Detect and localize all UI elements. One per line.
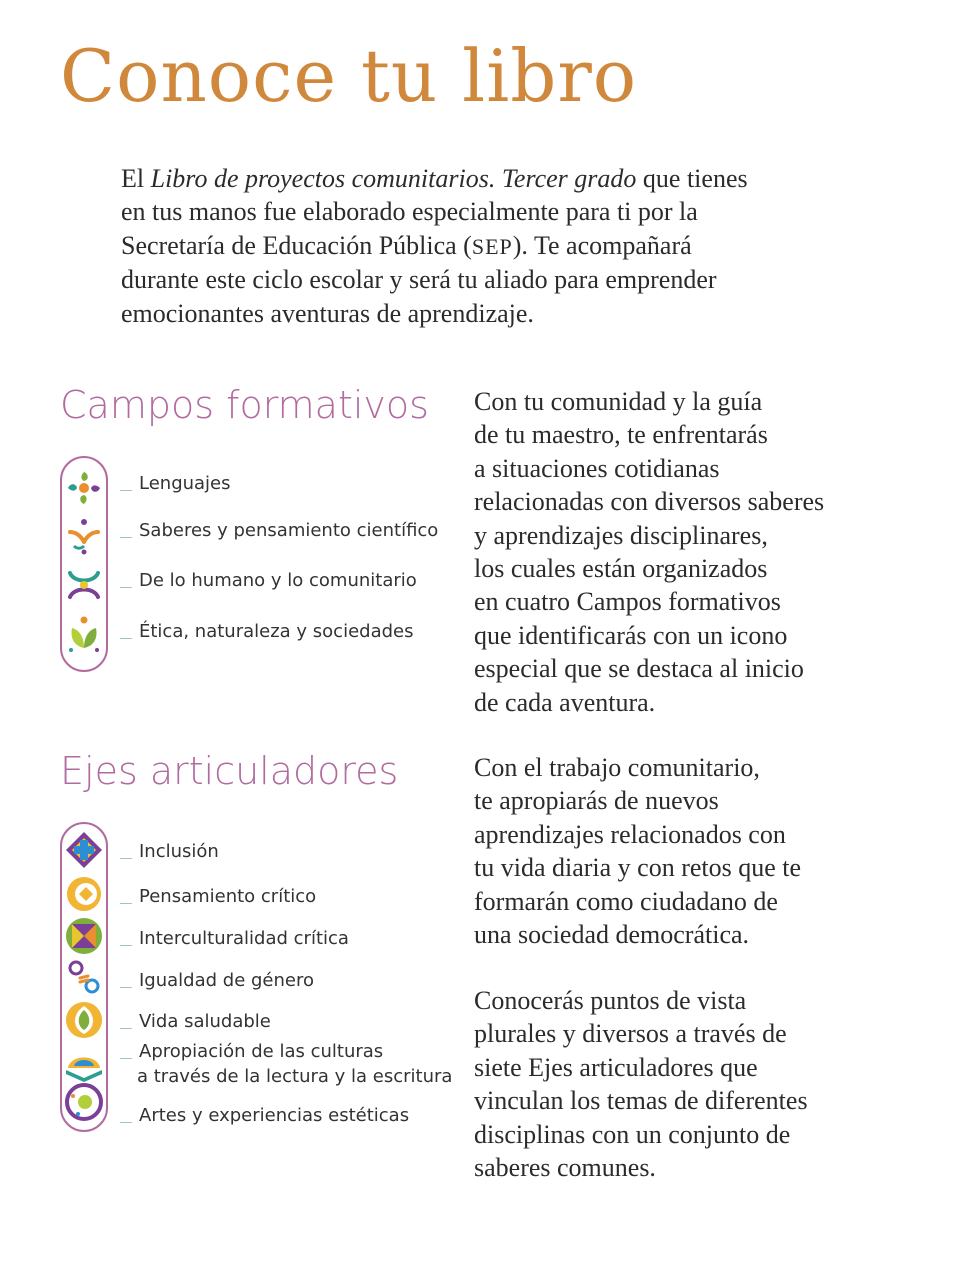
campos-dash (120, 537, 132, 538)
sep-acronym: SEP (471, 233, 513, 259)
campos-heading: Campos formativos (60, 383, 429, 427)
ejes-dash (120, 945, 132, 946)
etica-naturaleza-icon (64, 614, 104, 654)
intro-line: Secretaría de Educación Pública (SEP). Te acompañará (121, 230, 692, 260)
ejes-paragraph: Conocerás puntos de vista plurales y diversos a través de siete Ejes articuladores que vinculan los temas de diferentes disciplinas con un conjunto de saberes comunes. (474, 986, 808, 1183)
saberes-icon (64, 516, 104, 556)
ejes-dash (120, 903, 132, 904)
campo-label: Ética, naturaleza y sociedades (139, 621, 414, 642)
ejes-dash (120, 858, 132, 859)
campos-dash (120, 490, 132, 491)
campos-dash (120, 638, 132, 639)
book-title: Libro de proyectos comunitarios. Tercer grado (150, 164, 637, 193)
campos-dash (120, 587, 132, 588)
intro-line: emocionantes aventuras de aprendizaje. (121, 298, 534, 328)
pensamiento-critico-icon (64, 874, 104, 914)
eje-label: Interculturalidad crítica (139, 928, 349, 949)
eje-label: Pensamiento crítico (139, 886, 317, 907)
campo-label: Saberes y pensamiento científico (139, 520, 439, 541)
eje-label-continuation: a través de la lectura y la escritura (137, 1066, 453, 1087)
campo-label: De lo humano y lo comunitario (139, 570, 417, 591)
ejes-dash (120, 1058, 132, 1059)
interculturalidad-icon (64, 916, 104, 956)
intro-paragraph (121, 162, 841, 330)
igualdad-genero-icon (64, 958, 104, 998)
eje-label: Vida saludable (139, 1011, 271, 1032)
intro-line: en tus manos fue elaborado especialmente para ti por la (121, 197, 698, 227)
artes-icon (64, 1082, 104, 1122)
intro-line: durante este ciclo escolar y será tu aliado para emprender (121, 265, 717, 295)
ejes-dash (120, 1122, 132, 1123)
ejes-dash (120, 987, 132, 988)
trabajo-comunitario-paragraph: Con el trabajo comunitario, te apropiarás de nuevos aprendizajes relacionados con tu vida diaria y con retos que te formarán como ciudadano de una sociedad democrática. (474, 753, 802, 950)
page-title: Conoce tu libro (60, 34, 638, 118)
campos-paragraph: Con tu comunidad y la guía de tu maestro, te enfrentarás a situaciones cotidianas relacionadas con diversos saberes y aprendizajes disciplinares, los cuales están organizados en cuatro Campos formativos que identificarás con un icono especial que se destaca al inicio de cada aventura. (474, 387, 825, 717)
eje-label: Apropiación de las culturas (139, 1041, 384, 1062)
campo-label: Lenguajes (139, 473, 231, 494)
intro-line: El Libro de proyectos comunitarios. Tercer grado que tienes (121, 164, 748, 193)
humano-comunitario-icon (64, 565, 104, 605)
eje-label: Igualdad de género (139, 970, 314, 991)
ejes-heading: Ejes articuladores (60, 749, 399, 793)
eje-label: Inclusión (139, 841, 219, 862)
ejes-dash (120, 1028, 132, 1029)
eje-label: Artes y experiencias estéticas (139, 1105, 410, 1126)
lectura-escritura-icon (64, 1042, 104, 1082)
lenguajes-icon (64, 468, 104, 508)
inclusion-icon (64, 830, 104, 870)
vida-saludable-icon (64, 1000, 104, 1040)
